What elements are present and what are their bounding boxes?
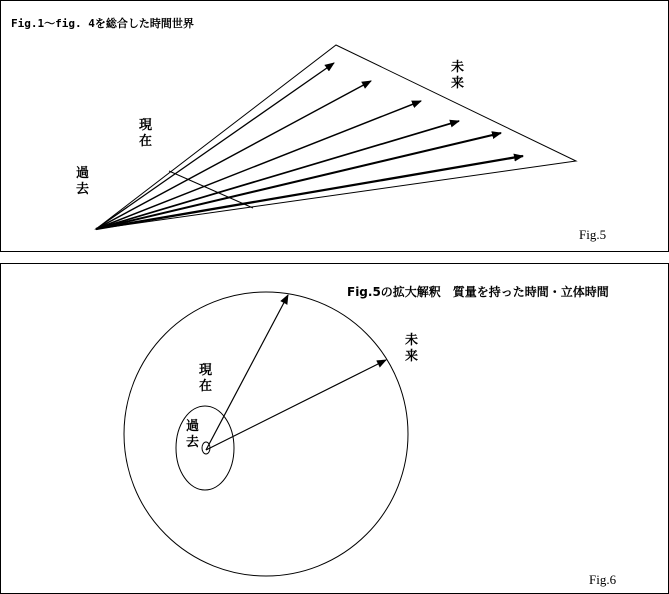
figure-5-title: Fig.1〜fig. 4を総合した時間世界 [11, 17, 194, 30]
label-past-1: 過 [186, 419, 200, 434]
figure-5-caption: Fig.5 [579, 227, 607, 242]
time-arrow [96, 133, 501, 229]
figure-6-panel [0, 263, 669, 594]
label-future-2: 来 [405, 349, 419, 364]
label-present-2: 在 [199, 379, 213, 394]
label-present-2: 在 [139, 134, 153, 149]
future-circle [124, 292, 408, 576]
label-future-1: 未 [451, 60, 465, 75]
time-arrow [96, 81, 371, 229]
label-future-2: 来 [451, 76, 465, 91]
figure-6-caption: Fig.6 [589, 572, 617, 587]
time-arrow [206, 360, 386, 450]
label-past-1: 過 [76, 166, 90, 181]
time-arrow [96, 156, 523, 229]
label-past-2: 去 [186, 435, 200, 450]
label-past-2: 去 [76, 182, 90, 197]
figure-5-diagram [1, 1, 668, 251]
label-present-1: 現 [199, 363, 213, 378]
figure-5-panel [0, 0, 669, 252]
label-future-1: 未 [405, 333, 419, 348]
figure-6-diagram [1, 264, 668, 593]
label-present-1: 現 [139, 118, 153, 133]
time-arrow [96, 63, 334, 229]
time-arrow [206, 295, 288, 450]
present-circle [176, 406, 234, 490]
figure-6-title: Fig.5の拡大解釈 質量を持った時間・立体時間 [347, 285, 609, 299]
